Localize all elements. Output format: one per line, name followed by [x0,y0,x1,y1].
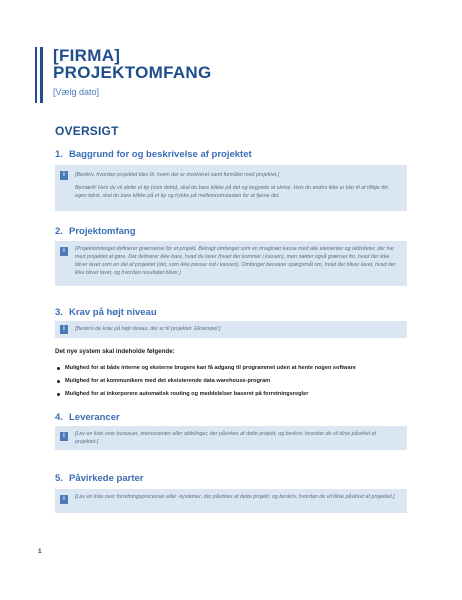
tip-text: [Lav en liste over forretningsprocesser eller -systemer, der påvirkes af dette projekt, og beskriv, hvordan de vil blive påvirket af projektet.] [75,494,395,500]
tip-box-3[interactable] [55,321,407,338]
tip-text: Bemærk! Hvis du vil slette et tip (som dette), skal du bare klikke på det og begynde at skrive. Hvis du endnu ikke er klar til at tilføje din egen tekst, skal du bare klikke på et tip og trykke på mellemrumstasten for at fjerne det. [75,185,389,199]
tip-text: [Projektomfanget definerer grænserne for et projekt. Betragt omfanget som en imaginær kasse med alle elementer og aktiviteter, der har med projektet at gøre. Det definerer ikke bare, hvad du laver (hvad der kommer i kassen), men sætter også grænser for, hvad der ikke bliver lavet som en del af projektet (det, som ikke passer ind i kassen). Omfanget besvarer spørgsmål om, hvad der bliver lavet, hvad der ikke bliver lavet, og hvordan resultatet bliver.] [75,246,396,276]
list-item: Mulighed for at kommunikere med det eksisterende data warehouse-program [55,375,356,388]
section-number: 2. [55,226,63,237]
tip-box-1[interactable] [55,165,407,211]
tip-text: [Beskriv, hvordan projektet blev til, hvem der er involveret samt formålet med projektet.] [75,172,280,178]
section-title: Krav på højt niveau [69,307,157,318]
section-heading-5 [55,473,143,484]
document-title: PROJEKTOMFANG [53,63,212,82]
tip-text: [Beskriv de krav på højt niveau, der er til projektet. Eksempel:] [75,326,221,332]
requirements-intro: Det nye system skal indeholde følgende: [55,348,175,355]
list-item: Mulighed for at både interne og eksterne brugere kan få adgang til programmet uden at hente nogen software [55,362,356,375]
list-item: Mulighed for at inkorporere automatisk routing og meddelelser baseret på forretningsregler [55,388,356,401]
tip-text: [Lav en liste over bureauer, interessenter eller afdelinger, der påvirkes af dette projekt, og beskriv, hvordan de vil blive påvirket af projektet.] [75,431,377,445]
company-name[interactable]: [FIRMA] [53,46,121,65]
title-block [35,47,212,103]
tip-box-5[interactable] [55,489,407,513]
info-icon: i [60,171,68,180]
info-icon: i [60,495,68,504]
section-number: 3. [55,307,63,318]
tip-box-2[interactable] [55,241,407,286]
title-accent-bars [35,47,45,103]
section-heading-3 [55,307,157,318]
date-picker-field[interactable]: [Vælg dato] [53,87,100,97]
info-icon: i [60,432,68,441]
tip-box-4[interactable] [55,426,407,450]
requirements-list [55,362,356,401]
section-title: Leverancer [69,412,120,423]
overview-heading: OVERSIGT [55,124,119,138]
section-heading-1 [55,149,252,160]
section-title: Projektomfang [69,226,136,237]
section-number: 1. [55,149,63,160]
section-heading-4 [55,412,120,423]
info-icon: i [60,325,68,334]
section-title: Baggrund for og beskrivelse af projektet [69,149,252,160]
section-heading-2 [55,226,136,237]
section-number: 4. [55,412,63,423]
info-icon: i [60,247,68,256]
section-title: Påvirkede parter [69,473,144,484]
section-number: 5. [55,473,63,484]
page-number: 1 [38,548,42,555]
